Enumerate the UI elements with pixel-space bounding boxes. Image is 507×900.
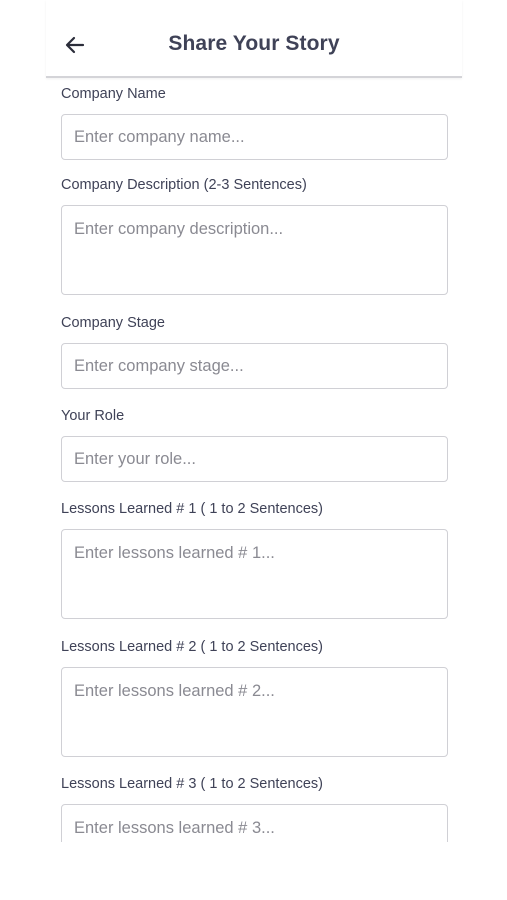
company-stage-label: Company Stage [61, 315, 165, 331]
lessons-1-input[interactable] [61, 529, 448, 619]
lessons-1-label: Lessons Learned # 1 ( 1 to 2 Sentences) [61, 501, 323, 517]
company-stage-input[interactable] [61, 343, 448, 389]
app-header [46, 0, 462, 78]
company-name-input[interactable] [61, 114, 448, 160]
lessons-1-group [61, 500, 448, 638]
lessons-3-group [61, 775, 448, 842]
story-form [61, 85, 448, 842]
company-description-label: Company Description (2-3 Sentences) [61, 177, 307, 193]
company-name-label: Company Name [61, 86, 166, 102]
lessons-2-group [61, 638, 448, 775]
lessons-3-label: Lessons Learned # 3 ( 1 to 2 Sentences) [61, 776, 323, 792]
your-role-input[interactable] [61, 436, 448, 482]
company-name-group [61, 85, 448, 176]
page-title: Share Your Story [168, 32, 340, 55]
company-stage-group [61, 314, 448, 407]
lessons-2-input[interactable] [61, 667, 448, 757]
company-description-group [61, 176, 448, 314]
your-role-group [61, 407, 448, 500]
lessons-2-label: Lessons Learned # 2 ( 1 to 2 Sentences) [61, 639, 323, 655]
your-role-label: Your Role [61, 408, 125, 424]
company-description-input[interactable] [61, 205, 448, 295]
lessons-3-input[interactable] [61, 804, 448, 842]
